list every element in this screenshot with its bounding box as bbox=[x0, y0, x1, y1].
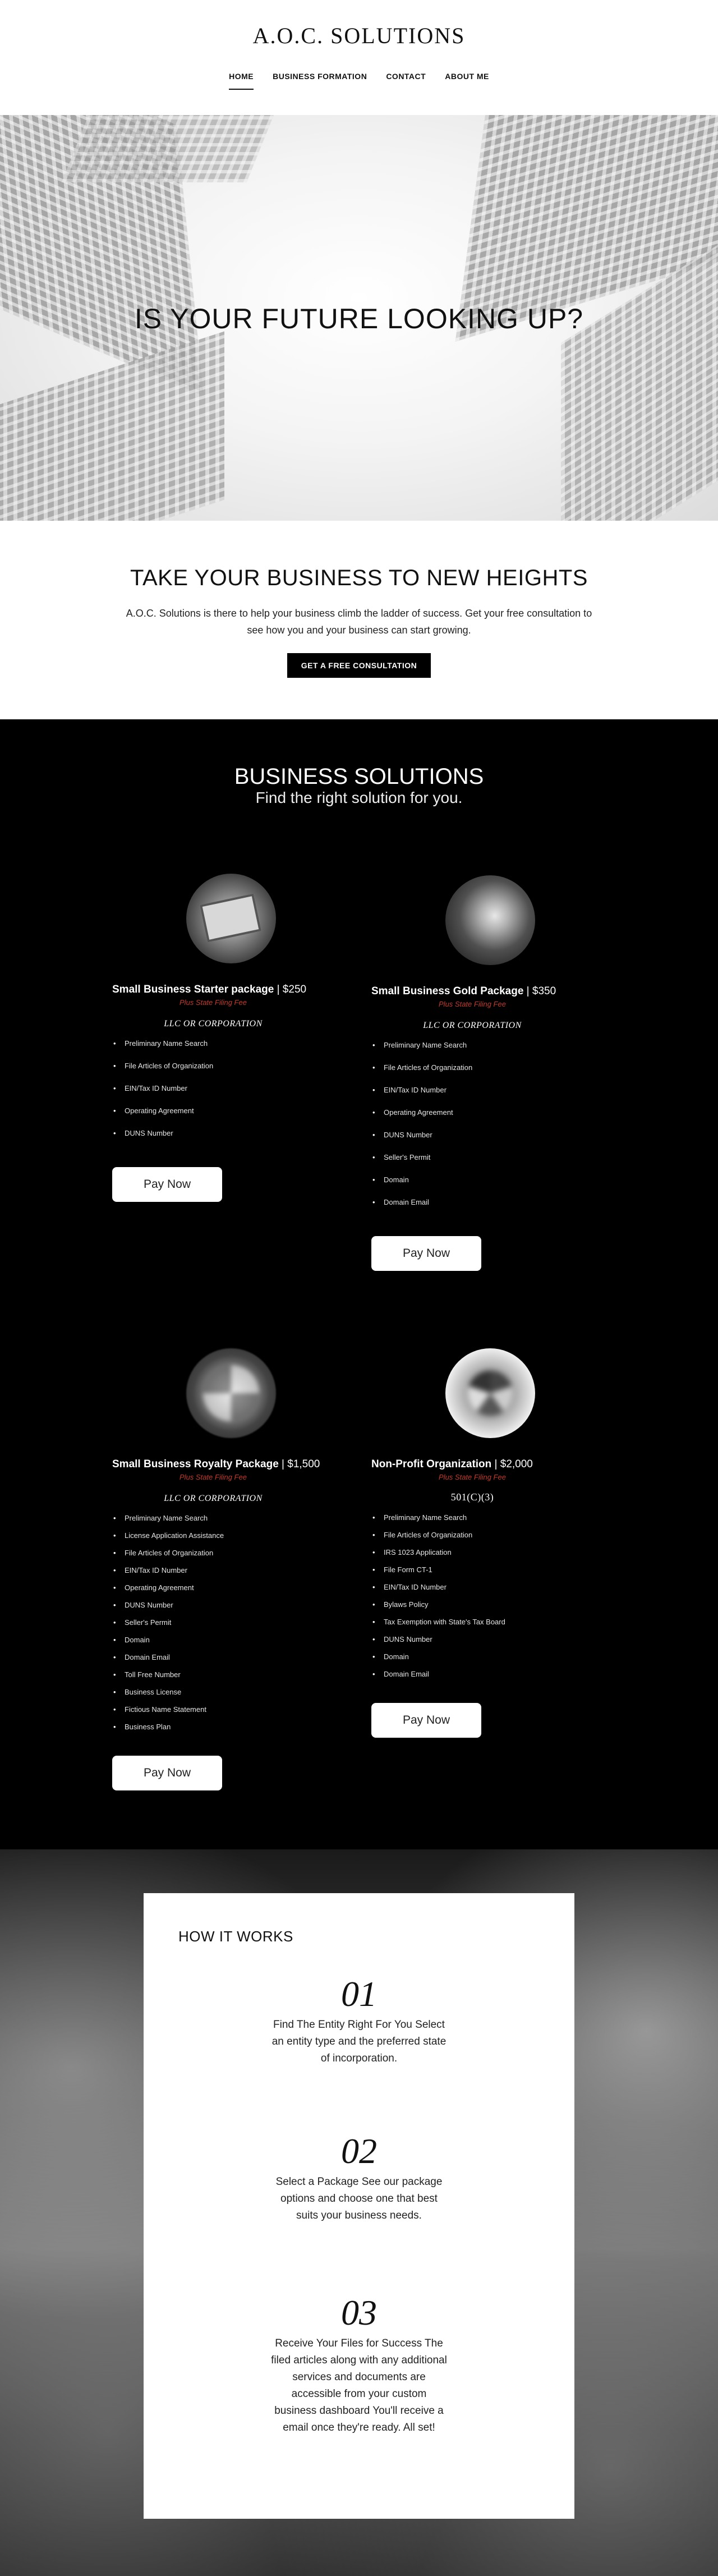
package-price: | $350 bbox=[523, 985, 556, 997]
feature-item: • Preliminary Name Search bbox=[112, 1513, 314, 1530]
feature-item: • DUNS Number bbox=[112, 1600, 314, 1617]
step-3 bbox=[144, 2290, 574, 2436]
package-card-gold bbox=[371, 875, 573, 1271]
step-number: 02 bbox=[341, 2131, 377, 2171]
pay-now-button[interactable]: Pay Now bbox=[371, 1236, 481, 1271]
step-2 bbox=[144, 2129, 574, 2224]
solutions-subtitle: Find the right solution for you. bbox=[255, 789, 463, 806]
step-number: 03 bbox=[341, 2293, 377, 2332]
feature-item: • Business Plan bbox=[112, 1721, 314, 1739]
package-price: | $1,500 bbox=[278, 1458, 320, 1470]
package-image bbox=[186, 874, 276, 963]
package-image bbox=[445, 1348, 535, 1438]
feature-item: • DUNS Number bbox=[371, 1634, 573, 1651]
how-it-works-section bbox=[0, 1849, 718, 2576]
feature-item: • Seller's Permit bbox=[112, 1617, 314, 1634]
feature-item: • Domain Email bbox=[112, 1652, 314, 1669]
step-1 bbox=[144, 1972, 574, 2067]
feature-item: • Domain Email bbox=[371, 1669, 573, 1686]
how-it-works-card bbox=[144, 1893, 574, 2519]
feature-item: • Business License bbox=[112, 1687, 314, 1704]
feature-item: • File Form CT-1 bbox=[371, 1564, 573, 1582]
package-entity-type: 501(C)(3) bbox=[450, 1491, 494, 1503]
nav-home[interactable]: HOME bbox=[229, 72, 254, 90]
package-card-non-profit bbox=[371, 1348, 573, 1738]
feature-item: • Domain bbox=[112, 1634, 314, 1652]
site-brand[interactable]: A.O.C. SOLUTIONS bbox=[252, 23, 466, 48]
feature-item: • DUNS Number bbox=[371, 1129, 573, 1152]
hero-section bbox=[0, 115, 718, 521]
package-price: | $250 bbox=[274, 984, 307, 995]
package-name: Small Business Starter package bbox=[112, 984, 274, 995]
package-name: Non-Profit Organization bbox=[371, 1458, 492, 1470]
step-description: Find The Entity Right For You Select an entity type and the preferred state of incorporation. bbox=[271, 2019, 447, 2064]
feature-item: • File Articles of Organization bbox=[371, 1062, 573, 1085]
feature-item: • EIN/Tax ID Number bbox=[112, 1083, 314, 1105]
pay-now-button[interactable]: Pay Now bbox=[371, 1703, 481, 1738]
package-price: | $2,000 bbox=[491, 1458, 533, 1470]
package-image bbox=[186, 1348, 276, 1438]
feature-item: • License Application Assistance bbox=[112, 1530, 314, 1548]
free-consultation-button[interactable]: GET A FREE CONSULTATION bbox=[287, 653, 431, 678]
package-fee-note: Plus State Filing Fee bbox=[439, 1473, 506, 1481]
feature-item: • DUNS Number bbox=[112, 1128, 314, 1150]
feature-item: • Domain Email bbox=[371, 1197, 573, 1219]
business-solutions-section bbox=[0, 719, 718, 1849]
package-features bbox=[112, 1038, 314, 1150]
pay-now-button[interactable]: Pay Now bbox=[112, 1167, 222, 1202]
how-it-works-title: HOW IT WORKS bbox=[178, 1928, 293, 1945]
feature-item: • EIN/Tax ID Number bbox=[112, 1565, 314, 1582]
feature-item: • EIN/Tax ID Number bbox=[371, 1582, 573, 1599]
feature-item: • EIN/Tax ID Number bbox=[371, 1085, 573, 1107]
package-features bbox=[112, 1513, 314, 1739]
main-nav bbox=[0, 72, 718, 90]
feature-item: • Operating Agreement bbox=[371, 1107, 573, 1129]
step-description: Select a Package See our package options and choose one that best suits your business needs. bbox=[275, 2176, 443, 2221]
step-number: 01 bbox=[341, 1974, 377, 2014]
package-features bbox=[371, 1512, 573, 1686]
intro-text: A.O.C. Solutions is there to help your business climb the ladder of success. Get your free consultation to see how you and your business can start growing. bbox=[126, 608, 592, 636]
hero-building-image bbox=[62, 115, 292, 182]
nav-contact[interactable]: CONTACT bbox=[386, 72, 426, 81]
feature-item: • Preliminary Name Search bbox=[112, 1038, 314, 1060]
package-entity-type: LLC OR CORPORATION bbox=[164, 1494, 263, 1503]
package-name: Small Business Gold Package bbox=[371, 985, 524, 997]
feature-item: • Tax Exemption with State's Tax Board bbox=[371, 1617, 573, 1634]
hero-building-image bbox=[0, 332, 224, 521]
hero-title: IS YOUR FUTURE LOOKING UP? bbox=[134, 303, 584, 334]
nav-about-me[interactable]: ABOUT ME bbox=[445, 72, 489, 81]
pay-now-button[interactable]: Pay Now bbox=[112, 1756, 222, 1790]
site-header bbox=[0, 0, 718, 115]
package-card-starter bbox=[112, 874, 314, 1202]
package-entity-type: LLC OR CORPORATION bbox=[164, 1019, 263, 1028]
step-description: Receive Your Files for Success The filed articles along with any additional services and documents are accessible from your custom business dashboard You'll receive a email once they're ready. All set! bbox=[271, 2338, 447, 2433]
feature-item: • File Articles of Organization bbox=[112, 1060, 314, 1083]
feature-item: • File Articles of Organization bbox=[112, 1548, 314, 1565]
feature-item: • Domain bbox=[371, 1651, 573, 1669]
feature-item: • IRS 1023 Application bbox=[371, 1547, 573, 1564]
nav-business-formation[interactable]: BUSINESS FORMATION bbox=[273, 72, 367, 81]
package-name: Small Business Royalty Package bbox=[112, 1458, 279, 1470]
package-image bbox=[445, 875, 535, 965]
package-fee-note: Plus State Filing Fee bbox=[180, 998, 247, 1007]
feature-item: • Operating Agreement bbox=[112, 1105, 314, 1128]
feature-item: • Preliminary Name Search bbox=[371, 1512, 573, 1530]
feature-item: • Toll Free Number bbox=[112, 1669, 314, 1687]
feature-item: • Fictious Name Statement bbox=[112, 1704, 314, 1721]
feature-item: • Domain bbox=[371, 1174, 573, 1197]
solutions-title: BUSINESS SOLUTIONS bbox=[234, 764, 484, 789]
feature-item: • Bylaws Policy bbox=[371, 1599, 573, 1617]
package-fee-note: Plus State Filing Fee bbox=[439, 1000, 506, 1008]
intro-section bbox=[0, 521, 718, 719]
feature-item: • File Articles of Organization bbox=[371, 1530, 573, 1547]
package-fee-note: Plus State Filing Fee bbox=[180, 1473, 247, 1481]
package-entity-type: LLC OR CORPORATION bbox=[423, 1021, 522, 1030]
package-features bbox=[371, 1040, 573, 1219]
intro-title: TAKE YOUR BUSINESS TO NEW HEIGHTS bbox=[130, 566, 588, 590]
feature-item: • Operating Agreement bbox=[112, 1582, 314, 1600]
package-card-royalty bbox=[112, 1348, 320, 1790]
feature-item: • Seller's Permit bbox=[371, 1152, 573, 1174]
feature-item: • Preliminary Name Search bbox=[371, 1040, 573, 1062]
